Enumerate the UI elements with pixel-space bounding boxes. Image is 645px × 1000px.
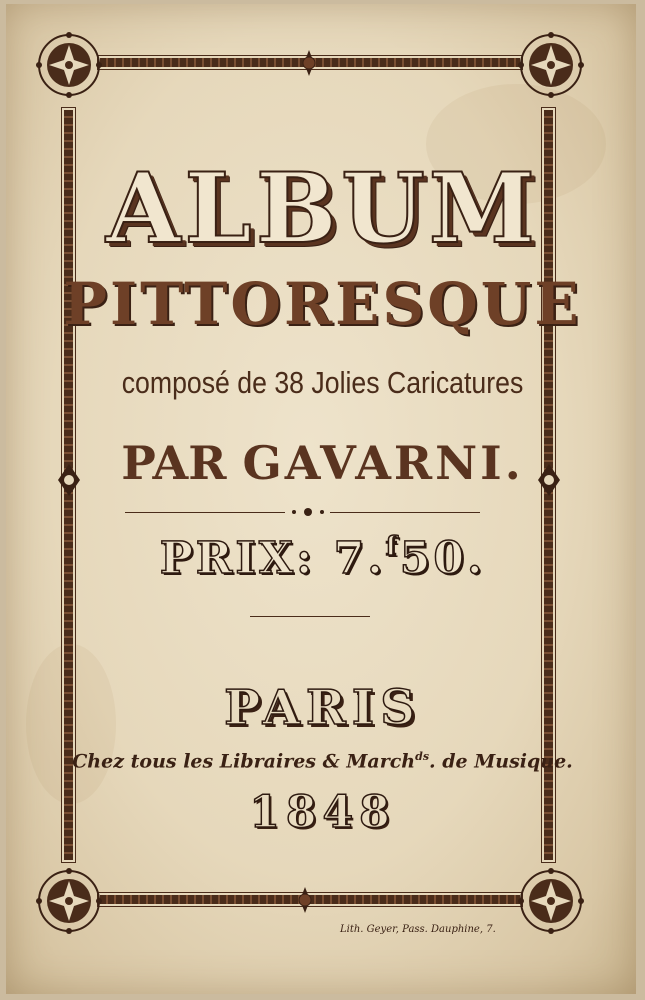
divider-ornament-icon bbox=[288, 506, 328, 518]
title-album: ALBUM bbox=[105, 152, 540, 265]
subtitle: composé de 38 Jolies Caricatures bbox=[121, 365, 524, 400]
author-name: GAVARNI. bbox=[242, 436, 524, 490]
divider-line bbox=[250, 616, 370, 617]
divider-line bbox=[330, 512, 480, 513]
city: PARIS bbox=[224, 680, 421, 736]
sellers-text-pre: Chez tous les Libraires & March bbox=[72, 750, 416, 773]
sellers-line bbox=[0, 750, 645, 772]
author-line bbox=[0, 436, 645, 490]
corner-ornament-icon bbox=[516, 866, 586, 936]
fleuron-icon bbox=[294, 48, 324, 78]
imprint: Lith. Geyer, Pass. Dauphine, 7. bbox=[340, 924, 496, 935]
divider-line bbox=[125, 512, 285, 513]
price-prefix: PRIX: 7. bbox=[159, 533, 386, 584]
price-unit: f bbox=[385, 532, 400, 562]
sellers-sup: ds bbox=[415, 750, 430, 763]
corner-ornament-icon bbox=[34, 866, 104, 936]
price-cents: 50. bbox=[399, 533, 486, 584]
year: 1848 bbox=[249, 787, 396, 838]
price bbox=[0, 532, 645, 584]
sellers-text-post: . de Musique. bbox=[429, 750, 573, 773]
corner-ornament-icon bbox=[34, 30, 104, 100]
author-prefix: PAR bbox=[121, 436, 227, 490]
fleuron-icon bbox=[290, 885, 320, 915]
title-pittoresque: PITTORESQUE bbox=[63, 270, 582, 338]
corner-ornament-icon bbox=[516, 30, 586, 100]
